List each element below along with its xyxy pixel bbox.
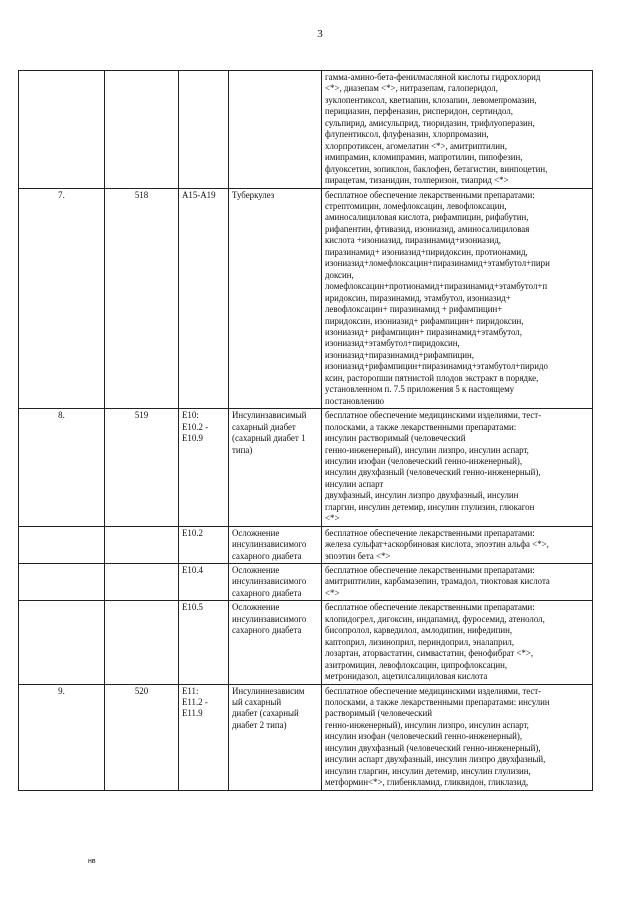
text-line: инсулин растворимый (человеческий [325, 433, 466, 444]
treatment-cell [322, 71, 593, 189]
text-line: бесплатное обеспечение лекарственными препаратами: [325, 602, 535, 613]
text-line: полосками, а также лекарственными препаратами: [325, 421, 517, 432]
icd-code-cell [179, 526, 229, 563]
text-line: 520 [134, 685, 149, 696]
model-number-cell [105, 564, 179, 601]
text-line: Е11.2 - [182, 697, 208, 708]
treatment-cell [322, 409, 593, 527]
table-row [19, 71, 593, 189]
disease-name-cell [229, 684, 322, 790]
table-row [19, 188, 593, 409]
text-line: гларгин, инсулин детемир, инсулин глулизин, глюкагон [325, 501, 535, 512]
text-line: сахарного диабета [232, 550, 302, 561]
text-line: сульпирид, амисульприд, тиоридазин, трифлуоперазин, [325, 117, 535, 128]
text-line: диабет (сахарный [232, 708, 299, 719]
text-line: 518 [134, 189, 149, 200]
text-line: Осложнение [232, 602, 280, 613]
disease-name-cell [229, 188, 322, 409]
text-line: растворимый (человеческий [325, 708, 432, 719]
text-line: Осложнение [232, 565, 280, 576]
text-line: Е10.2 - [182, 421, 209, 432]
text-line: Е10: [182, 410, 199, 421]
text-line: генно-инженерный), инсулин лизпро, инсулин аспарт, [325, 444, 529, 455]
model-number-cell [105, 71, 179, 189]
icd-code-cell [179, 71, 229, 189]
text-line: установленном п. 7.5 приложения 5 к настоящему [325, 384, 515, 395]
text-line: двухфазный, инсулин лизпро двухфазный, инсулин [325, 490, 519, 501]
text-line: инсулин аспарт [325, 478, 384, 489]
text-line: изониазид+этамбутол+пиридоксин, [325, 338, 460, 349]
model-number-cell [105, 684, 179, 790]
text-line: бисопролол, карведилол, амлодипин, нифедипин, [325, 625, 513, 636]
icd-code-cell [179, 601, 229, 684]
text-line: Туберкулез [232, 189, 275, 200]
table-row [19, 684, 593, 790]
text-line: Е11.9 [182, 708, 203, 719]
text-line: метформин<*>, глибенкламид, гликвидон, гликлазид, [325, 777, 529, 788]
text-line: А15-А19 [182, 189, 216, 200]
text-line: изониазид+рифампицин+пиразинамид+этамбутол+пиридо [325, 361, 548, 372]
text-line: зуклопентиксол, кветиапин, клозапин, левомепромазин, [325, 94, 537, 105]
text-line: пиридоксин, изониазид+ рифампицин+ пиридоксин, [325, 315, 524, 326]
text-line: генно-инженерный), инсулин лизпро, инсулин аспарт, [325, 719, 529, 730]
text-line: (сахарный диабет 1 [232, 433, 306, 444]
text-line: инсулин гларгин, инсулин детемир, инсулин глулизин, [325, 765, 531, 776]
text-line: сахарный диабет [232, 421, 296, 432]
treatment-cell [322, 601, 593, 684]
treatment-cell [322, 526, 593, 563]
text-line: лозартан, аторвастатин, симвастатин, фенофибрат <*>, [325, 648, 534, 659]
text-line: сахарного диабета [232, 625, 302, 636]
text-line: ый сахарный [232, 697, 282, 708]
text-line: клопидогрел, дигоксин, индапамид, фуросемид, атенолол, [325, 613, 545, 624]
table-row [19, 526, 593, 563]
row-number-cell [19, 409, 105, 527]
text-line: Инсулиннезависим [232, 685, 305, 696]
text-line: изониазид+ рифампицин+ пиразинамид+этамбутол, [325, 326, 522, 337]
text-line: <*> [325, 513, 340, 524]
text-line: 7. [58, 189, 65, 200]
text-line: каптоприл, лизиноприл, периндоприл, эналаприл, [325, 636, 514, 647]
footer-note: нв [88, 858, 96, 865]
text-line: изониазид+ломефлоксацин+пиразинамид+этамбутол+пири [325, 258, 550, 269]
row-number-cell [19, 564, 105, 601]
text-line: железа сульфат+аскорбиновая кислота, эпоэтин альфа <*>, [325, 539, 549, 550]
page-number: 3 [317, 28, 323, 40]
table-row [19, 601, 593, 684]
text-line: пирацетам, тизанидин, толперизон, тиаприд <*> [325, 175, 509, 186]
text-line: полосками, а также лекарственными препаратами: инсулин [325, 697, 550, 708]
text-line: хлорпротиксен, агомелатин <*>, амитриптилин, [325, 140, 507, 151]
text-line: иридоксин, пиразинамид, этамбутол, изониазид+ [325, 292, 511, 303]
text-line: инсулин изофан (человеческий генно-инженерный), [325, 731, 523, 742]
text-line: Осложнение [232, 527, 280, 538]
text-line: эпоэтин бета <*> [325, 550, 391, 561]
text-line: Е10.4 [182, 565, 203, 576]
treatment-cell [322, 564, 593, 601]
text-line: метронидазол, ацетилсалициловая кислота [325, 671, 488, 682]
disease-name-cell [229, 409, 322, 527]
text-line: азитромицин, левофлоксацин, ципрофлоксацин, [325, 659, 508, 670]
text-line: рифапентин, фтивазид, изониазид, аминосалициловая [325, 223, 530, 234]
text-line: Е10.2 [182, 527, 203, 538]
text-line: доксин, [325, 269, 354, 280]
text-line: <*> [325, 587, 340, 598]
text-line: изониазид+пиразинамид+рифампицин, [325, 349, 475, 360]
icd-code-cell [179, 564, 229, 601]
treatment-cell [322, 188, 593, 409]
text-line: Е11: [182, 685, 199, 696]
icd-code-cell [179, 188, 229, 409]
model-number-cell [105, 526, 179, 563]
text-line: диабет 2 типа) [232, 719, 287, 730]
text-line: аминосалициловая кислота, рифампицин, рифабутин, [325, 212, 529, 223]
text-line: инсулинзависимого [232, 613, 307, 624]
text-line: Е10.9 [182, 433, 203, 444]
row-number-cell [19, 71, 105, 189]
text-line: 9. [58, 685, 65, 696]
text-line: бесплатное обеспечение медицинскими изделиями, тест- [325, 410, 542, 421]
text-line: инсулинзависимого [232, 539, 307, 550]
text-line: инсулин двухфазный (человеческий генно-инженерный), [325, 742, 541, 753]
disease-name-cell [229, 71, 322, 189]
model-number-cell [105, 601, 179, 684]
text-line: кислота +изониазид, пиразинамид+изониазид, [325, 235, 501, 246]
disease-name-cell [229, 601, 322, 684]
icd-code-cell [179, 684, 229, 790]
text-line: левофлоксацин+ пиразинамид + рифампицин+ [325, 304, 503, 315]
row-number-cell [19, 526, 105, 563]
text-line: гамма-амино-бета-фенилмасляной кислоты гидрохлорид [325, 72, 541, 82]
row-number-cell [19, 684, 105, 790]
text-line: флупентиксол, флуфеназин, хлорпромазин, [325, 129, 489, 140]
text-line: ксин, расторопши пятнистой плодов экстракт в порядке, [325, 372, 539, 383]
text-line: инсулин аспарт двухфазный, инсулин лизпро двухфазный, [325, 754, 546, 765]
icd-code-cell [179, 409, 229, 527]
text-line: инсулинзависимого [232, 576, 307, 587]
disease-name-cell [229, 564, 322, 601]
text-line: бесплатное обеспечение лекарственными препаратами: [325, 189, 535, 200]
text-line: Е10.5 [182, 602, 203, 613]
text-line: бесплатное обеспечение медицинскими изделиями, тест- [325, 685, 542, 696]
text-line: бесплатное обеспечение лекарственными препаратами: [325, 565, 535, 576]
table-row [19, 564, 593, 601]
row-number-cell [19, 601, 105, 684]
text-line: амитриптилин, карбамазепин, трамадол, тиоктовая кислота [325, 576, 550, 587]
text-line: 519 [134, 410, 149, 421]
text-line: инсулин изофан (человеческий генно-инженерный), [325, 455, 523, 466]
text-line: инсулин двухфазный (человеческий генно-инженерный), [325, 467, 541, 478]
text-line: ломефлоксацин+протионамид+пиразинамид+этамбутол+п [325, 281, 548, 292]
model-number-cell [105, 188, 179, 409]
table-row [19, 409, 593, 527]
model-number-cell [105, 409, 179, 527]
text-line: типа) [232, 444, 253, 455]
text-line: Инсулинзависимый [232, 410, 307, 421]
treatment-cell [322, 684, 593, 790]
row-number-cell [19, 188, 105, 409]
text-line: сахарного диабета [232, 587, 302, 598]
text-line: 8. [58, 410, 65, 421]
medication-table [18, 70, 593, 791]
text-line: стрептомицин, ломефлоксацин, левофлоксацин, [325, 200, 507, 211]
text-line: флуоксетин, зопиклон, баклофен, бетагистин, винпоцетин, [325, 163, 548, 174]
text-line: пиразинамид+ изониазид+пиридоксин, протионамид, [325, 246, 528, 257]
text-line: постановлению [325, 395, 385, 406]
disease-name-cell [229, 526, 322, 563]
text-line: бесплатное обеспечение лекарственными препаратами: [325, 527, 535, 538]
text-line: <*>, диазепам <*>, нитразепам, галоперидол, [325, 83, 498, 94]
text-line: перициазин, перфеназин, рисперидон, сертиндол, [325, 106, 514, 117]
text-line: имипрамин, кломипрамин, мапротилин, пипофезин, [325, 152, 523, 163]
